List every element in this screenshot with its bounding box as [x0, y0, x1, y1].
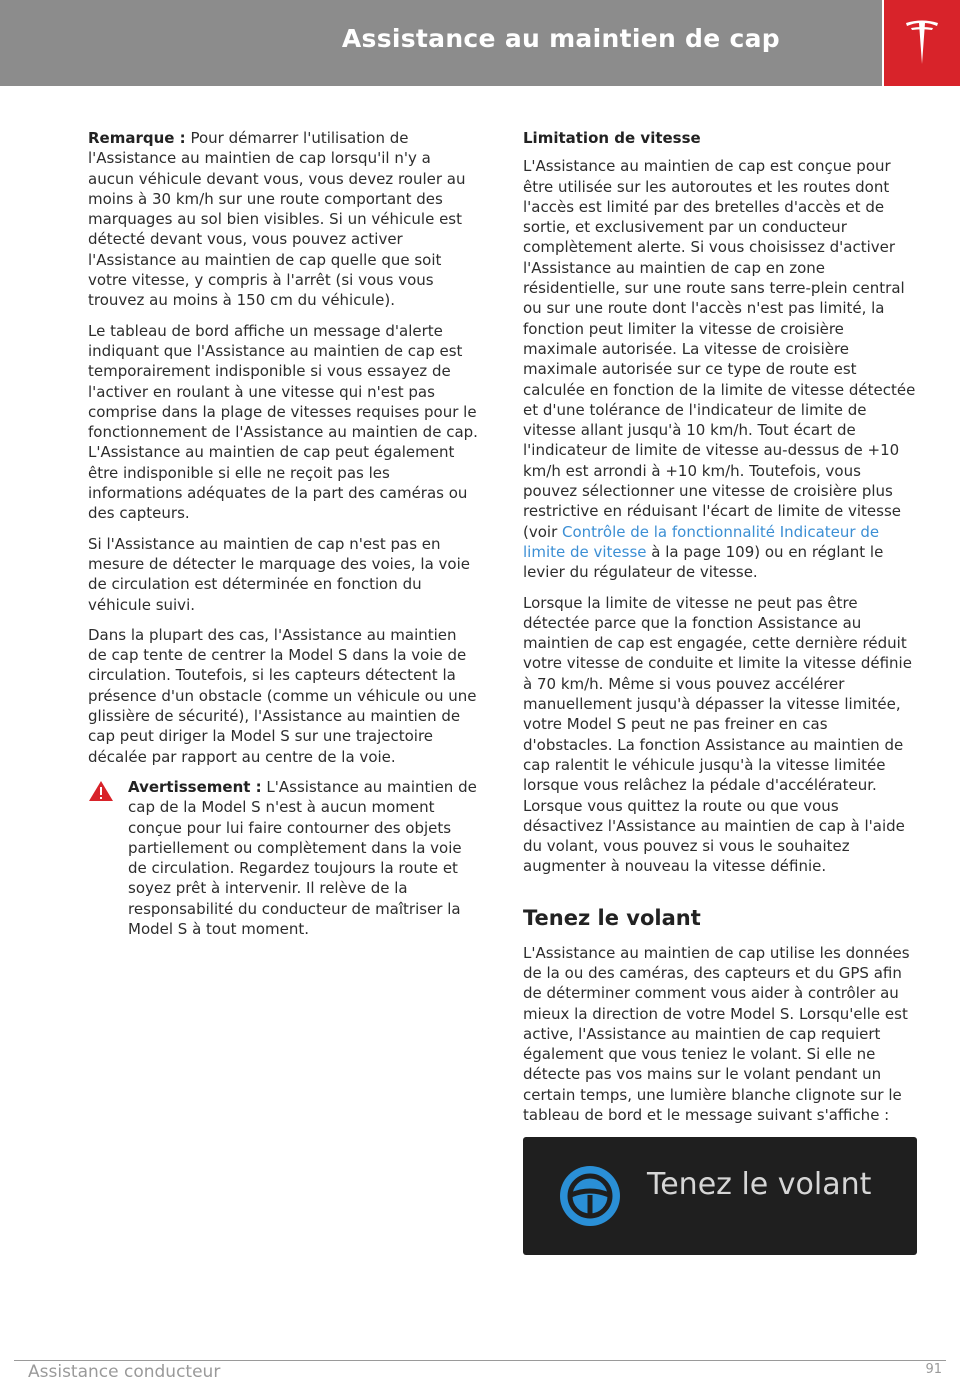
steering-wheel-icon — [559, 1165, 621, 1227]
speed-text-2: à la page 109) ou en réglant le levier du régulateur de vitesse. — [523, 542, 884, 582]
tesla-logo-icon — [904, 18, 940, 66]
footer-divider — [14, 1360, 946, 1361]
speed-limit-heading-text: Limitation de vitesse — [523, 129, 701, 147]
brand-logo — [884, 0, 960, 86]
warning-label: Avertissement : — [128, 777, 262, 796]
note-paragraph — [88, 128, 480, 311]
right-column — [523, 128, 918, 1255]
hold-wheel-figure — [523, 1137, 917, 1255]
hold-wheel-heading: Tenez le volant — [523, 905, 701, 930]
hold-wheel-message: Tenez le volant — [647, 1167, 872, 1203]
speed-paragraph — [523, 156, 918, 582]
note-label: Remarque : — [88, 129, 186, 147]
warning-triangle-icon — [88, 780, 114, 802]
speed-limit-link[interactable]: Contrôle de la fonctionnalité Indicateur de limite de vitesse — [523, 522, 880, 561]
left-column — [88, 128, 480, 939]
page-title: Assistance au maintien de cap — [341, 24, 780, 53]
speed-limit-heading — [523, 128, 918, 148]
header-bar — [0, 0, 882, 86]
warning-block — [88, 777, 480, 939]
speed-text-1: L'Assistance au maintien de cap est conçue pour être utilisée sur les autoroutes et les routes dont l'accès est limité par des bretelles d'accès et de sortie, et exclusivement par un conducteur complètement alerte. Si vous choisissez d'activer l'Assistance au maintien de cap en zone résidentielle, sur une route sans terre-plein central ou sur une route dont l'accès n'est pas limité, la fonction peut limiter la vitesse de croisière maximale autorisée. La vitesse de croisière maximale autorisée sur ce type de route est calculée en fonction de la limite de vitesse détectée et d'une tolérance de l'indicateur de limite de vitesse allant jusqu'à 10 km/h. Tout écart de l'indicateur de limite de vitesse au-dessus de +10 km/h est arrondi à +10 km/h. Toutefois, vous pouvez sélectionner une vitesse de croisière plus restrictive en réduisant l'écart de limite de vitesse (voir — [523, 157, 916, 541]
note-text: Pour démarrer l'utilisation de l'Assistance au maintien de cap lorsqu'il n'y a aucun véhicule devant vous, vous devez rouler au moins à 30 km/h sur une route comportant des marquages au sol bien visibles. Si un véhicule est détecté devant vous, vous pouvez activer l'Assistance au maintien de cap quelle que soit votre vitesse, y compris à l'arrêt (si vous vous trouvez au moins à 150 cm du véhicule). — [88, 129, 466, 310]
paragraph: Dans la plupart des cas, l'Assistance au maintien de cap tente de centrer la Model S dans la voie de circulation. Toutefois, si les capteurs détectent la présence d'un obstacle (comme un véhicule ou une glissière de sécurité), l'Assistance au maintien de cap peut diriger la Model S sur une trajectoire décalée par rapport au centre de la voie. — [88, 625, 477, 766]
warning-text: L'Assistance au maintien de cap de la Model S n'est à aucun moment conçue pour lui faire contourner des objets partiellement ou complètement dans la voie de circulation. Regardez toujours la route et soyez prêt à intervenir. Il relève de la responsabilité du conducteur de maîtriser la Model S à tout moment. — [128, 777, 477, 938]
paragraph: Le tableau de bord affiche un message d'alerte indiquant que l'Assistance au maintien de cap est temporairement indisponible si vous essayez de l'activer en roulant à une vitesse qui n'est pas comprise dans la plage de vitesses requises pour le fonctionnement de l'Assistance au maintien de cap. L'Assistance au maintien de cap peut également être indisponible si elle ne reçoit pas les informations adéquates de la part des caméras ou des capteurs. — [88, 321, 478, 523]
footer-section-title: Assistance conducteur — [28, 1362, 221, 1382]
page-number: 91 — [925, 1362, 942, 1377]
paragraph: Si l'Assistance au maintien de cap n'est pas en mesure de détecter le marquage des voies, la voie de circulation est déterminée en fonction du véhicule suivi. — [88, 534, 470, 614]
paragraph: L'Assistance au maintien de cap utilise les données de la ou des caméras, des capteurs et du GPS afin de déterminer comment vous aider à contrôler au mieux la direction de votre Model S. Lorsqu'elle est active, l'Assistance au maintien de cap requiert également que vous teniez le volant. Si elle ne détecte pas vos mains sur le volant pendant un certain temps, une lumière blanche clignote sur le tableau de bord et le message suivant s'affiche : — [523, 943, 910, 1125]
paragraph: Lorsque la limite de vitesse ne peut pas être détectée parce que la fonction Assistance au maintien de cap est engagée, cette dernière réduit votre vitesse de conduite et limite la vitesse définie à 70 km/h. Même si vous pouvez accélérer manuellement jusqu'à dépasser la vitesse limitée, votre Model S peut ne pas freiner en cas d'obstacles. La fonction Assistance au maintien de cap ralentit le véhicule jusqu'à la vitesse limitée lorsque vous relâchez la pédale d'accélérateur. Lorsque vous quittez la route ou que vous désactivez l'Assistance au maintien de cap à l'aide du volant, vous pouvez si vous le souhaitez augmenter à nouveau la vitesse définie. — [523, 593, 912, 876]
